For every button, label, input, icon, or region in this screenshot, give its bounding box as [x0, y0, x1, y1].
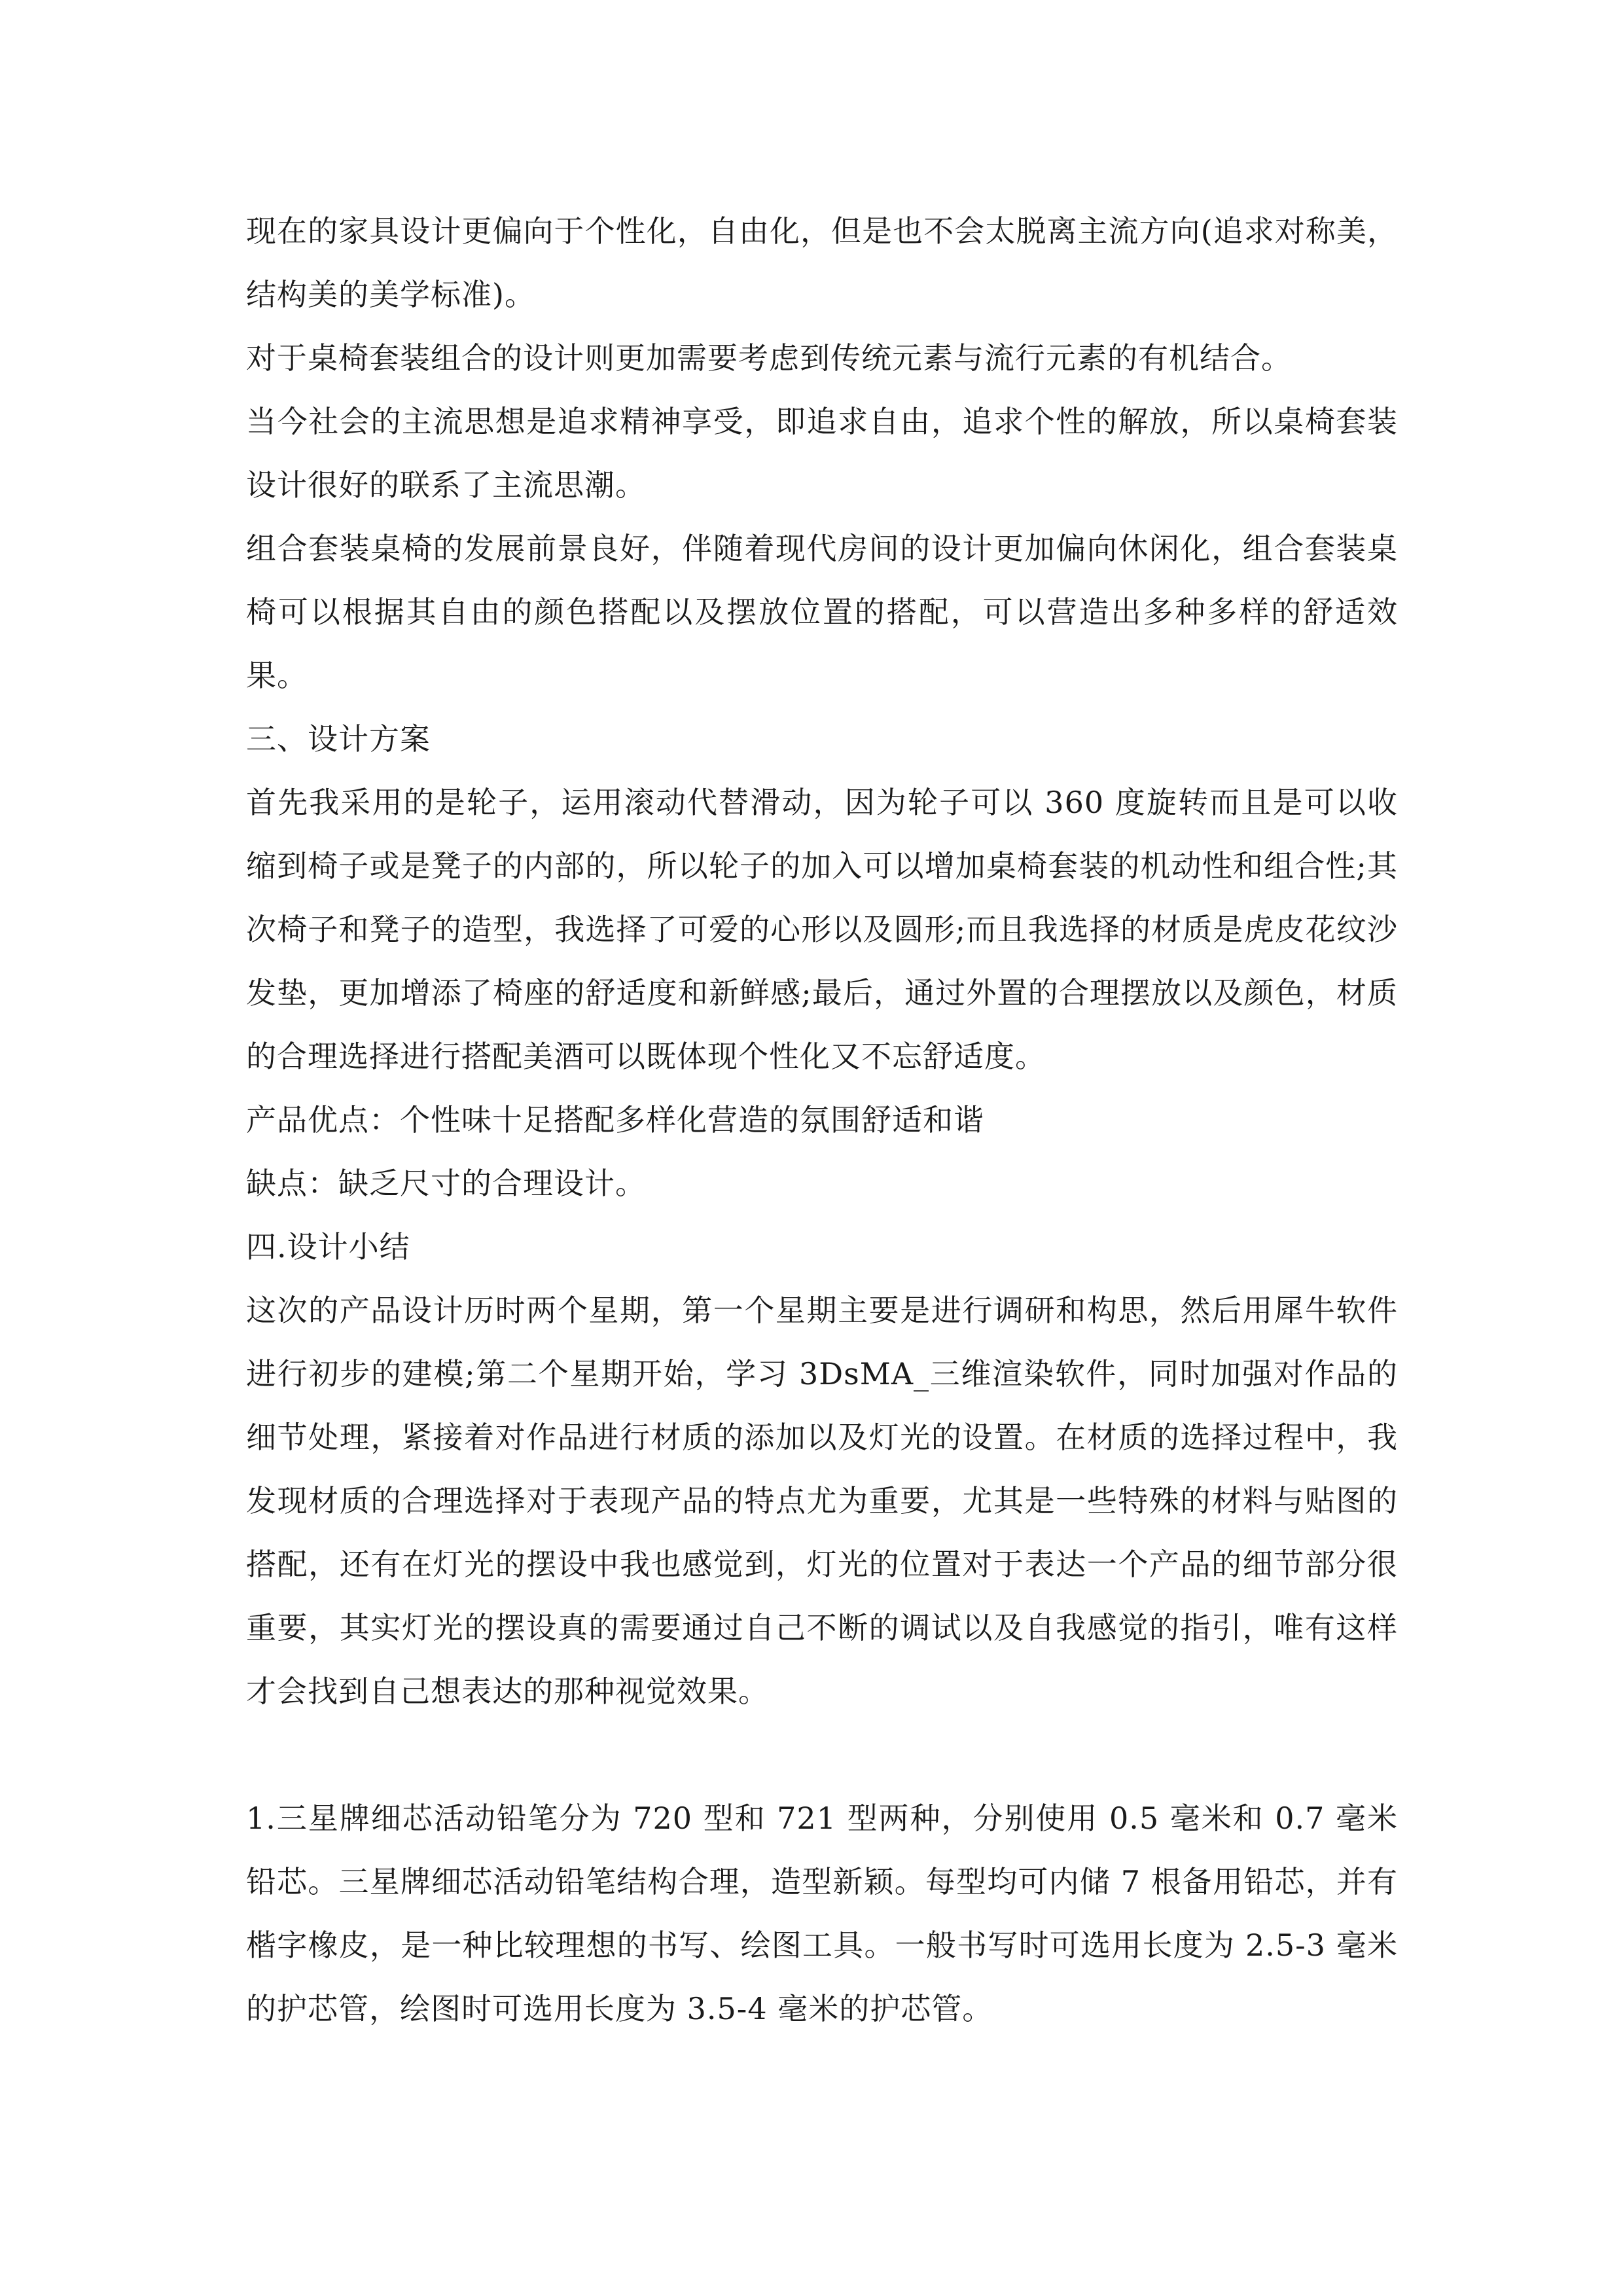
paragraph-mainstream-thought: 当今社会的主流思想是追求精神享受，即追求自由，追求个性的解放，所以桌椅套装设计很好的联系了主流思潮。 — [246, 404, 1398, 503]
document-body — [246, 200, 1398, 2041]
paragraph-shortcomings: 缺点：缺乏尺寸的合理设计。 — [246, 1166, 646, 1201]
paragraph-product-advantages: 产品优点：个性味十足搭配多样化营造的氛围舒适和谐 — [246, 1102, 984, 1138]
paragraph-set-combination: 对于桌椅套装组合的设计则更加需要考虑到传统元素与流行元素的有机结合。 — [246, 340, 1292, 376]
paragraph-gap — [246, 1723, 1398, 1787]
paragraph-development-prospect: 组合套装桌椅的发展前景良好，伴随着现代房间的设计更加偏向休闲化，组合套装桌椅可以根据其自由的颜色搭配以及摆放位置的搭配，可以营造出多种多样的舒适效果。 — [246, 531, 1398, 693]
paragraph-pencil-description: 1.三星牌细芯活动铅笔分为 720 型和 721 型两种，分别使用 0.5 毫米和 0.7 毫米铅芯。三星牌细芯活动铅笔结构合理，造型新颖。每型均可内储 7 根备用铅芯，并有楷字橡皮，是一种比较理想的书写、绘图工具。一般书写时可选用长度为 2.5-3 毫米的护芯管，绘图时可选用长度为 3.5-4 毫米的护芯管。 — [246, 1801, 1398, 2026]
paragraph-design-plan: 首先我采用的是轮子，运用滚动代替滑动，因为轮子可以 360 度旋转而且是可以收缩到椅子或是凳子的内部的，所以轮子的加入可以增加桌椅套装的机动性和组合性;其次椅子和凳子的造型，我选择了可爱的心形以及圆形;而且我选择的材质是虎皮花纹沙发垫，更加增添了椅座的舒适度和新鲜感;最后，通过外置的合理摆放以及颜色，材质的合理选择进行搭配美酒可以既体现个性化又不忘舒适度。 — [246, 785, 1398, 1074]
heading-design-summary: 四.设计小结 — [246, 1229, 410, 1265]
heading-design-plan: 三、设计方案 — [246, 721, 431, 757]
paragraph-design-summary: 这次的产品设计历时两个星期，第一个星期主要是进行调研和构思，然后用犀牛软件进行初步的建模;第二个星期开始，学习 3DsMA_三维渲染软件，同时加强对作品的细节处理，紧接着对作品进行材质的添加以及灯光的设置。在材质的选择过程中，我发现材质的合理选择对于表现产品的特点尤为重要，尤其是一些特殊的材料与贴图的搭配，还有在灯光的摆设中我也感觉到，灯光的位置对于表达一个产品的细节部分很重要，其实灯光的摆设真的需要通过自己不断的调试以及自我感觉的指引，唯有这样才会找到自己想表达的那种视觉效果。 — [246, 1293, 1398, 1709]
paragraph-design-trend: 现在的家具设计更偏向于个性化，自由化，但是也不会太脱离主流方向(追求对称美，结构美的美学标准)。 — [246, 213, 1398, 312]
